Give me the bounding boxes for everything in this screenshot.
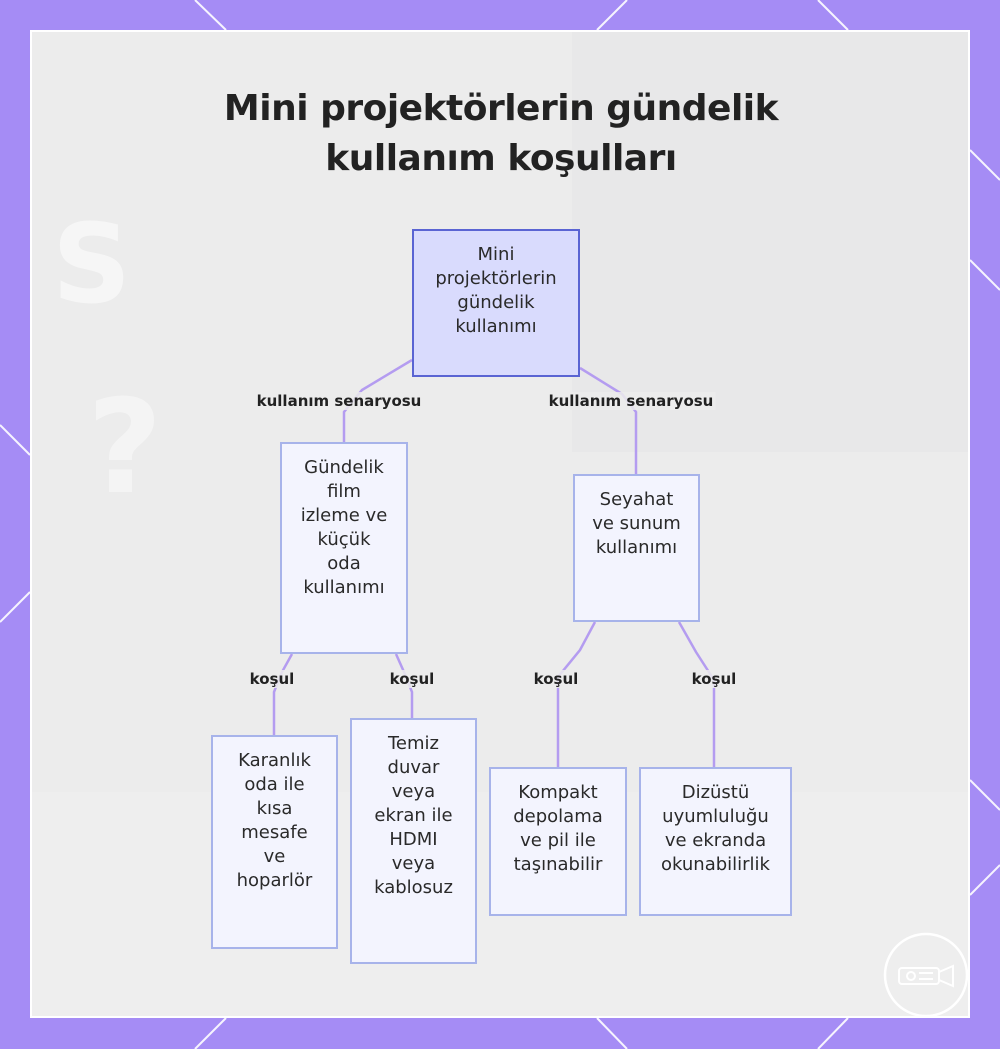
connector-line [679,622,714,767]
connector-line [274,654,292,735]
scenario-node-film [280,442,408,654]
condition-node-wall-hdmi [350,718,477,964]
edge-label-condition: koşul [533,670,579,688]
node-label: Mini projektörlerin gündelik kullanımı [435,244,557,337]
edge-label-condition: koşul [249,670,295,688]
projector-icon [883,932,969,1018]
edge-label-condition: koşul [691,670,737,688]
edge-label-scenario: kullanım senaryosu [256,392,422,410]
condition-node-dark-room [211,735,338,949]
node-label: Dizüstü uyumluluğu ve ekranda okunabilirlik [661,782,770,875]
root-node [412,229,580,377]
diagram-panel [30,30,970,1018]
edge-label-scenario: kullanım senaryosu [548,392,714,410]
condition-node-laptop [639,767,792,916]
svg-text:?: ? [87,371,163,523]
svg-text:S: S [52,200,132,328]
connector-line [580,368,636,474]
scenario-node-travel [573,474,700,622]
node-label: Mini projektörlerin gündelik kullanım koşulları [223,88,779,179]
node-label: Gündelik film izleme ve küçük oda kullanımı [300,457,388,598]
node-label: Karanlık oda ile kısa mesafe ve hoparlör [236,750,313,891]
edge-label-condition: koşul [389,670,435,688]
node-label: Kompakt depolama ve pil ile taşınabilir [513,782,603,875]
node-label: Temiz duvar veya ekran ile HDMI veya kablosuz [374,733,453,898]
condition-node-compact [489,767,627,916]
node-label: Seyahat ve sunum kullanımı [592,489,681,558]
connector-line [558,622,595,767]
